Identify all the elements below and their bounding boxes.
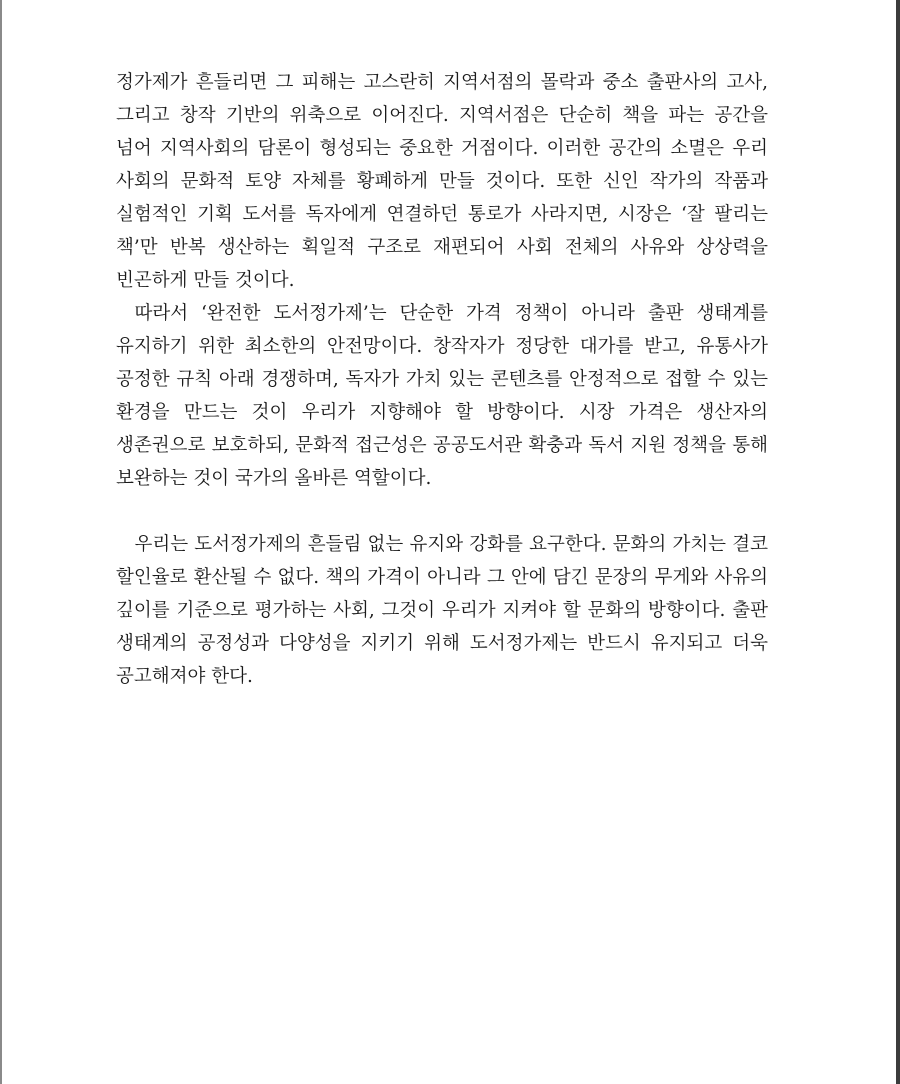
paragraph-3: 우리는 도서정가제의 흔들림 없는 유지와 강화를 요구한다. 문화의 가치는 결코 할인율로 환산될 수 없다. 책의 가격이 아니라 그 안에 담긴 문장의 무게와 사유의 깊이를 기준으로 평가하는 사회, 그것이 우리가 지켜야 할 문화의 방향이다. 출판 생태계의 공정성과 다양성을 지키기 위해 도서정가제는 반드시 유지되고 더욱 공고해져야 한다. (116, 534, 768, 687)
paragraph-1: 정가제가 흔들리면 그 피해는 고스란히 지역서점의 몰락과 중소 출판사의 고사, 그리고 창작 기반의 위축으로 이어진다. 지역서점은 단순히 책을 파는 공간을 넘어 지역사회의 담론이 형성되는 중요한 거점이다. 이러한 공간의 소멸은 우리 사회의 문화적 토양 자체를 황폐하게 만들 것이다. 또한 신인 작가의 작품과 실험적인 기획 도서를 독자에게 연결하던 통로가 사라지면, 시장은 ‘잘 팔리는 책’만 반복 생산하는 획일적 구조로 재편되어 사회 전체의 사유와 상상력을 빈곤하게 만들 것이다. (116, 72, 768, 291)
paragraph-2: 따라서 ‘완전한 도서정가제’는 단순한 가격 정책이 아니라 출판 생태계를 유지하기 위한 최소한의 안전망이다. 창작자가 정당한 대가를 받고, 유통사가 공정한 규칙 아래 경쟁하며, 독자가 가치 있는 콘텐츠를 안정적으로 접할 수 있는 환경을 만드는 것이 우리가 지향해야 할 방향이다. 시장 가격은 생산자의 생존권으로 보호하되, 문화적 접근성은 공공도서관 확충과 독서 지원 정책을 통해 보완하는 것이 국가의 올바른 역할이다. (116, 303, 768, 489)
document-body (116, 66, 768, 693)
paragraph-spacer (116, 495, 768, 528)
page-right-edge (896, 0, 900, 1084)
document-page (2, 0, 896, 1084)
